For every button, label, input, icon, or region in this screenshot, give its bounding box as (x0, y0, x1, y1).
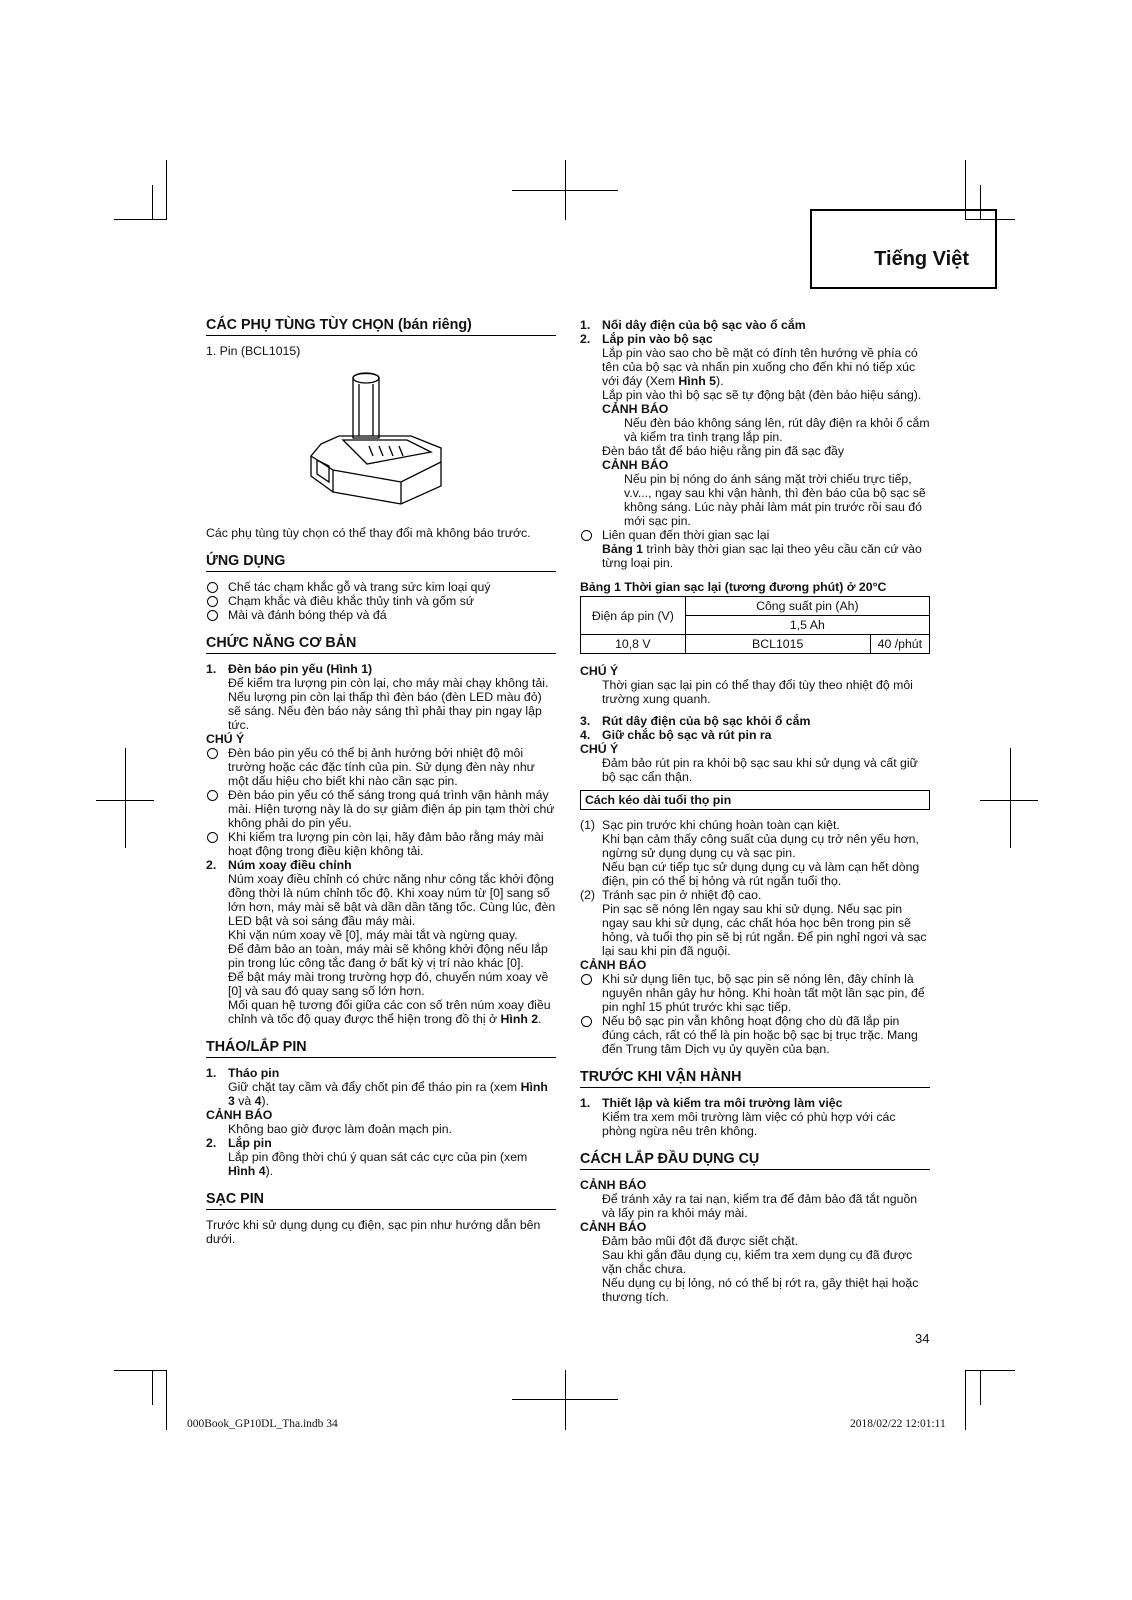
crop-mark (980, 800, 1038, 801)
section-title-battery-mount: THÁO/LẮP PIN (206, 1040, 556, 1058)
paragraph: Nếu đèn báo không sáng lên, rút dây điện ra khỏi ổ cắm và kiểm tra tình trạng lắp pin. (624, 416, 930, 444)
footer-datetime: 2018/02/22 12:01:11 (850, 1418, 946, 1430)
left-column (206, 318, 556, 1246)
language-tab (810, 209, 997, 289)
table-cell: BCL1015 (685, 635, 870, 654)
list-item: Nếu bộ sạc pin vẫn không hoạt động cho dù đã lắp pin đúng cách, rất có thể là pin hoặc bộ sạc bị trục trặc. Mang đến Trung tâm Dịch vụ ủy quyền của bạn. (580, 1014, 930, 1056)
page-number: 34 (915, 1331, 930, 1346)
crop-mark (96, 800, 154, 801)
table-cell: 40 /phút (870, 635, 929, 654)
crop-mark (965, 1370, 966, 1430)
paragraph: Bảng 1 trình bày thời gian sạc lại theo yêu cầu căn cứ vào từng loại pin. (602, 542, 922, 570)
numbered-heading: 1. Thiết lập và kiểm tra môi trường làm việc (580, 1096, 843, 1110)
paragraph: Mối quan hệ tương đối giữa các con số trên núm xoay điều chỉnh và tốc độ quay được thể hiện trong đồ thị ở Hình 2. (228, 998, 551, 1026)
note-label: CHÚ Ý (580, 664, 619, 678)
circle-bullet-icon (581, 974, 592, 985)
list-item: Mài và đánh bóng thép và đá (206, 608, 556, 622)
paragraph: Lắp pin vào thì bộ sạc sẽ tự động bật (đèn báo hiệu sáng). (602, 388, 922, 402)
paragraph: Giữ chặt tay cầm và đẩy chốt pin để tháo pin ra (xem Hình 3 và 4). (228, 1080, 548, 1108)
right-column (580, 318, 930, 1304)
section-title-charging: SẠC PIN (206, 1192, 556, 1210)
numbered-heading: 3. Rút dây điện của bộ sạc khỏi ổ cắm (580, 714, 811, 728)
paragraph: Đảm bảo rút pin ra khỏi bộ sạc sau khi sử dụng và cất giữ bộ sạc cẩn thận. (602, 756, 918, 784)
paragraph: Đảm bảo mũi đột đã được siết chặt. (602, 1234, 799, 1248)
paragraph: Khi bạn cảm thấy công suất của dụng cụ trở nên yếu hơn, ngừng sử dụng dụng cụ và sạc pin. (602, 832, 919, 860)
paragraph: Lắp pin đồng thời chú ý quan sát các cực của pin (xem Hình 4). (228, 1150, 528, 1178)
crop-mark (1010, 748, 1011, 848)
section-title-before-operation: TRƯỚC KHI VẬN HÀNH (580, 1070, 930, 1088)
circle-bullet-icon (207, 610, 218, 621)
paragraph: Nếu bạn cứ tiếp tục sử dụng dụng cụ và làm cạn hết dòng điện, pin có thể bị hỏng và rút ngắn tuổi thọ. (602, 860, 920, 888)
warning-label: CẢNH BÁO (602, 402, 669, 416)
circle-bullet-icon (207, 596, 218, 607)
section-title-applications: ỨNG DỤNG (206, 554, 556, 572)
circle-bullet-icon (207, 790, 218, 801)
circle-bullet-icon (581, 530, 592, 541)
note-label: CHÚ Ý (580, 742, 619, 756)
section-title-basic-functions: CHỨC NĂNG CƠ BẢN (206, 636, 556, 654)
paragraph: Khi vặn núm xoay về [0], máy mài tắt và ngừng quay. (228, 928, 518, 942)
numbered-heading: 1. Nối dây điện của bộ sạc vào ổ cắm (580, 318, 806, 332)
paragraph: Sau khi gắn đầu dụng cụ, kiểm tra xem dụng cụ đã được vặn chắc chưa. (602, 1248, 913, 1276)
paragraph: Để bật máy mài trong trường hợp đó, chuyển núm xoay về [0] và sau đó quay sang số lớn hơn. (228, 970, 549, 998)
paragraph: Kiểm tra xem môi trường làm việc có phù hợp với các phòng ngừa nêu trên không. (602, 1110, 896, 1138)
crop-mark (125, 748, 126, 848)
crop-mark (512, 190, 618, 191)
paragraph: Không bao giờ được làm đoản mạch pin. (228, 1122, 452, 1136)
accessory-note: Các phụ tùng tùy chọn có thể thay đổi mà không báo trước. (206, 526, 531, 540)
paragraph: Nếu lượng pin còn lại thấp thì đèn báo (đèn LED màu đỏ) sẽ sáng. Nếu đèn báo này sáng thì phải thay pin ngay lập tức. (228, 690, 542, 732)
paragraph: Để tránh xảy ra tai nạn, kiểm tra để đảm bảo đã tắt nguồn và lấy pin ra khỏi máy mài. (602, 1192, 918, 1220)
warning-label: CẢNH BÁO (580, 958, 647, 972)
list-item: Liên quan đến thời gian sạc lại (580, 528, 930, 542)
crop-mark (166, 1370, 167, 1430)
footer-file: 000Book_GP10DL_Tha.indb 34 (187, 1418, 338, 1430)
table-cell: Công suất pin (Ah) (685, 597, 929, 616)
warning-label: CẢNH BÁO (580, 1178, 647, 1192)
paragraph: Nếu pin bị nóng do ánh sáng mặt trời chiếu trực tiếp, v.v..., ngay sau khi vận hành, thì đèn báo của bộ sạc sẽ không sáng. Lúc này phải làm mát pin trước rồi sau đó mới sạc pin. (624, 472, 926, 528)
accessory-item: 1. Pin (BCL1015) (206, 344, 301, 358)
paragraph: Để kiểm tra lượng pin còn lại, cho máy mài chạy không tải. (228, 676, 549, 690)
numbered-heading: 4. Giữ chắc bộ sạc và rút pin ra (580, 728, 772, 742)
list-item: (2) Tránh sạc pin ở nhiệt độ cao. (580, 888, 762, 902)
crop-mark (965, 1370, 1015, 1371)
list-item: Khi kiểm tra lượng pin còn lại, hãy đảm bảo rằng máy mài hoạt động trong điều kiện không tải. (206, 830, 556, 858)
paragraph: Lắp pin vào sao cho bề mặt có đính tên hướng về phía có tên của bộ sạc và nhấn pin xuống cho đến khi nó tiếp xúc với đáy (Xem Hình 5). (602, 346, 918, 388)
language-label: Tiếng Việt (874, 248, 969, 270)
numbered-heading: 1. Tháo pin (206, 1066, 280, 1080)
crop-mark (565, 1370, 566, 1430)
numbered-heading: 2. Lắp pin vào bộ sạc (580, 332, 713, 346)
battery-illustration (281, 366, 481, 516)
crop-mark (166, 160, 167, 220)
paragraph: Trước khi sử dụng dụng cụ điện, sạc pin như hướng dẫn bên dưới. (206, 1218, 541, 1246)
list-item: Chế tác chạm khắc gỗ và trang sức kim loại quý (206, 580, 556, 594)
table-cell: 10,8 V (581, 635, 686, 654)
paragraph: Thời gian sạc lại pin có thể thay đổi tùy theo nhiệt độ môi trường xung quanh. (602, 678, 913, 706)
crop-mark (512, 1399, 618, 1400)
crop-mark (114, 1370, 166, 1371)
paragraph: Pin sạc sẽ nóng lên ngay sau khi sử dụng. Nếu sạc pin ngay sau khi sử dụng, các chất hóa học bên trong pin sẽ hỏng, và tuổi thọ pin sẽ bị rút ngắn. Để pin nghỉ ngơi và sạc lại sau khi pin đã nguội. (602, 902, 927, 958)
warning-label: CẢNH BÁO (580, 1220, 647, 1234)
crop-mark (980, 1370, 981, 1405)
warning-label: CẢNH BÁO (602, 458, 669, 472)
list-item: Chạm khắc và điêu khắc thủy tinh và gốm sứ (206, 594, 556, 608)
numbered-heading: 1. Đèn báo pin yếu (Hình 1) (206, 662, 373, 676)
table-caption: Bảng 1 Thời gian sạc lại (tương đương phút) ở 20°C (580, 580, 887, 594)
numbered-heading: 2. Lắp pin (206, 1136, 272, 1150)
list-item: Khi sử dụng liên tục, bộ sạc pin sẽ nóng lên, đây chính là nguyên nhân gây hư hỏng. Khi hoàn tất một lần sạc pin, để pin nghỉ 15 phút trước khi sạc tiếp. (580, 972, 930, 1014)
note-label: CHÚ Ý (206, 732, 245, 746)
list-item: (1) Sạc pin trước khi chúng hoàn toàn cạn kiệt. (580, 818, 840, 832)
circle-bullet-icon (207, 832, 218, 843)
numbered-heading: 2. Núm xoay điều chỉnh (206, 858, 352, 872)
crop-mark (114, 219, 166, 220)
paragraph: Nếu dụng cụ bị lỏng, nó có thể bị rớt ra, gây thiệt hại hoặc thương tích. (602, 1276, 919, 1304)
list-item: Đèn báo pin yếu có thể sáng trong quá trình vận hành máy mài. Hiện tượng này là do sự giảm điện áp pin tạm thời chứ không phải do pin yếu. (206, 788, 556, 830)
crop-mark (152, 1370, 153, 1405)
crop-mark (152, 185, 153, 220)
circle-bullet-icon (207, 582, 218, 593)
list-item: Đèn báo pin yếu có thể bị ảnh hưởng bởi nhiệt độ môi trường hoặc các đặc tính của pin. Sử dụng đèn này như một dấu hiệu cho biết khi nào cần sạc pin. (206, 746, 556, 788)
table-cell: Điện áp pin (V) (581, 597, 686, 635)
table-cell: 1,5 Ah (685, 616, 929, 635)
recharge-time-table (580, 596, 930, 654)
battery-life-heading: Cách kéo dài tuổi thọ pin (580, 790, 930, 810)
warning-label: CẢNH BÁO (206, 1108, 273, 1122)
section-title-optional-accessories: CÁC PHỤ TÙNG TÙY CHỌN (bán riêng) (206, 318, 556, 336)
section-title-attach-tool: CÁCH LẮP ĐẦU DỤNG CỤ (580, 1152, 930, 1170)
circle-bullet-icon (207, 748, 218, 759)
paragraph: Đèn báo tắt để báo hiệu rằng pin đã sạc đầy (602, 444, 845, 458)
paragraph: Núm xoay điều chỉnh có chức năng như công tắc khởi động đồng thời là núm chỉnh tốc độ. Khi xoay núm từ [0] sang số lớn hơn, máy mài sẽ bật và dần dần tăng tốc. Cùng lúc, đèn LED bật và soi sáng đầu máy mài. (228, 872, 556, 928)
circle-bullet-icon (581, 1016, 592, 1027)
paragraph: Để đảm bảo an toàn, máy mài sẽ không khởi động nếu lắp pin trong lúc công tắc đang ở bất kỳ vị trí nào khác [0]. (228, 942, 548, 970)
